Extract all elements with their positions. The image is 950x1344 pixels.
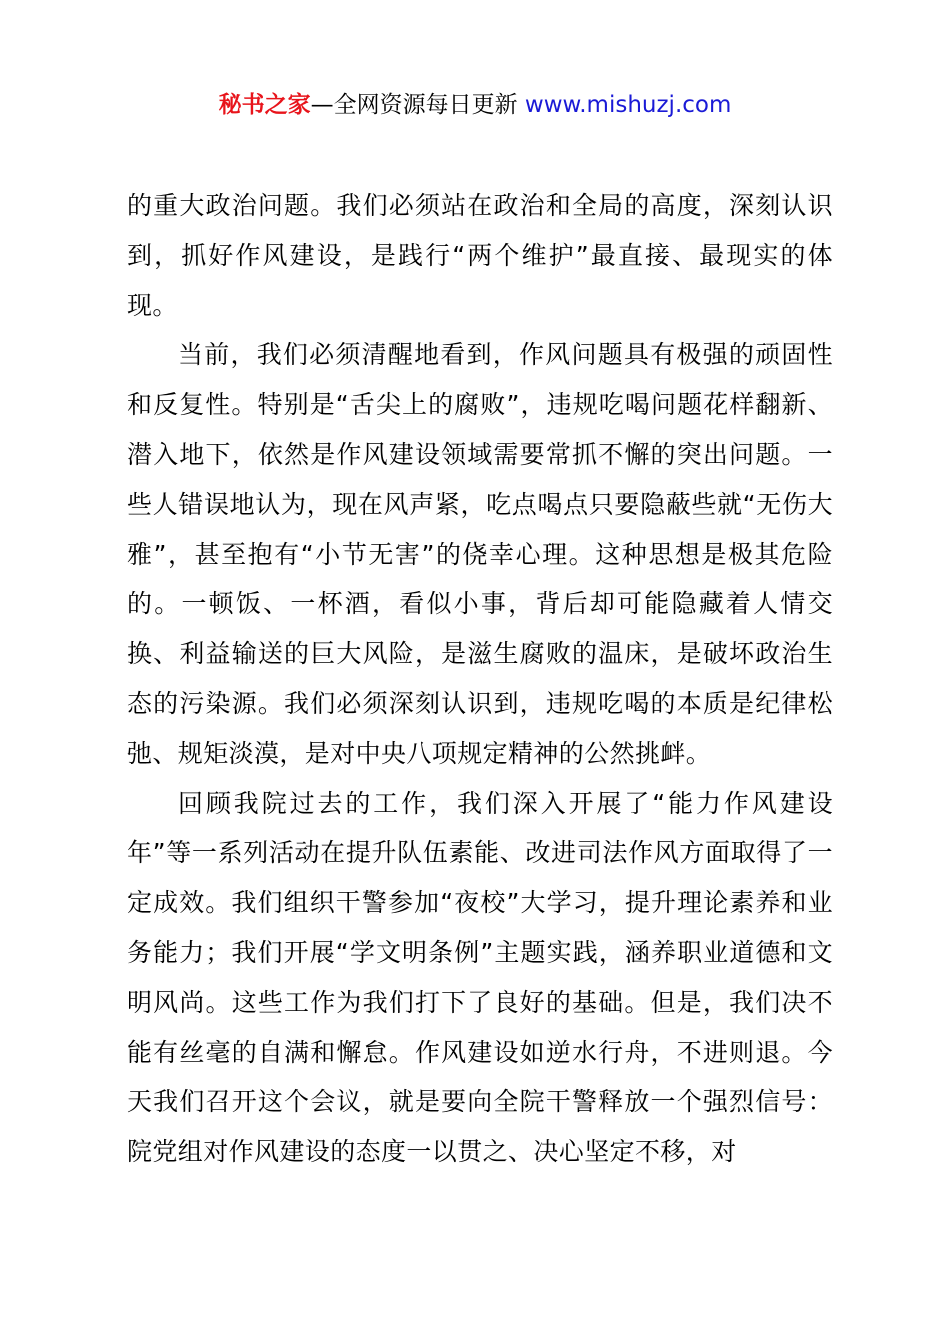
document-body xyxy=(127,181,833,1177)
header-brand: 秘书之家 xyxy=(218,92,311,118)
page-header xyxy=(0,88,950,122)
paragraph-review: 回顾我院过去的工作，我们深入开展了“能力作风建设年”等一系列活动在提升队伍素能、改进司法作风方面取得了一定成效。我们组织干警参加“夜校”大学习，提升理论素养和业务能力；我们开展“学文明条例”主题实践，涵养职业道德和文明风尚。这些工作为我们打下了良好的基础。但是，我们决不能有丝毫的自满和懈怠。作风建设如逆水行舟，不进则退。今天我们召开这个会议，就是要向全院干警释放一个强烈信号：院党组对作风建设的态度一以贯之、决心坚定不移，对 xyxy=(127,788,833,1167)
paragraph-continued: 的重大政治问题。我们必须站在政治和全局的高度，深刻认识到，抓好作风建设，是践行“两个维护”最直接、最现实的体现。 xyxy=(127,191,833,320)
header-slogan: —全网资源每日更新 xyxy=(310,92,525,118)
paragraph-current-situation: 当前，我们必须清醒地看到，作风问题具有极强的顽固性和反复性。特别是“舌尖上的腐败”，违规吃喝问题花样翻新、潜入地下，依然是作风建设领域需要常抓不懈的突出问题。一些人错误地认为，现在风声紧，吃点喝点只要隐蔽些就“无伤大雅”，甚至抱有“小节无害”的侥幸心理。这种思想是极其危险的。一顿饭、一杯酒，看似小事，背后却可能隐藏着人情交换、利益输送的巨大风险，是滋生腐败的温床，是破坏政治生态的污染源。我们必须深刻认识到，违规吃喝的本质是纪律松弛、规矩淡漠，是对中央八项规定精神的公然挑衅。 xyxy=(127,340,833,768)
header-url-link[interactable]: www.mishuzj.com xyxy=(524,92,732,118)
